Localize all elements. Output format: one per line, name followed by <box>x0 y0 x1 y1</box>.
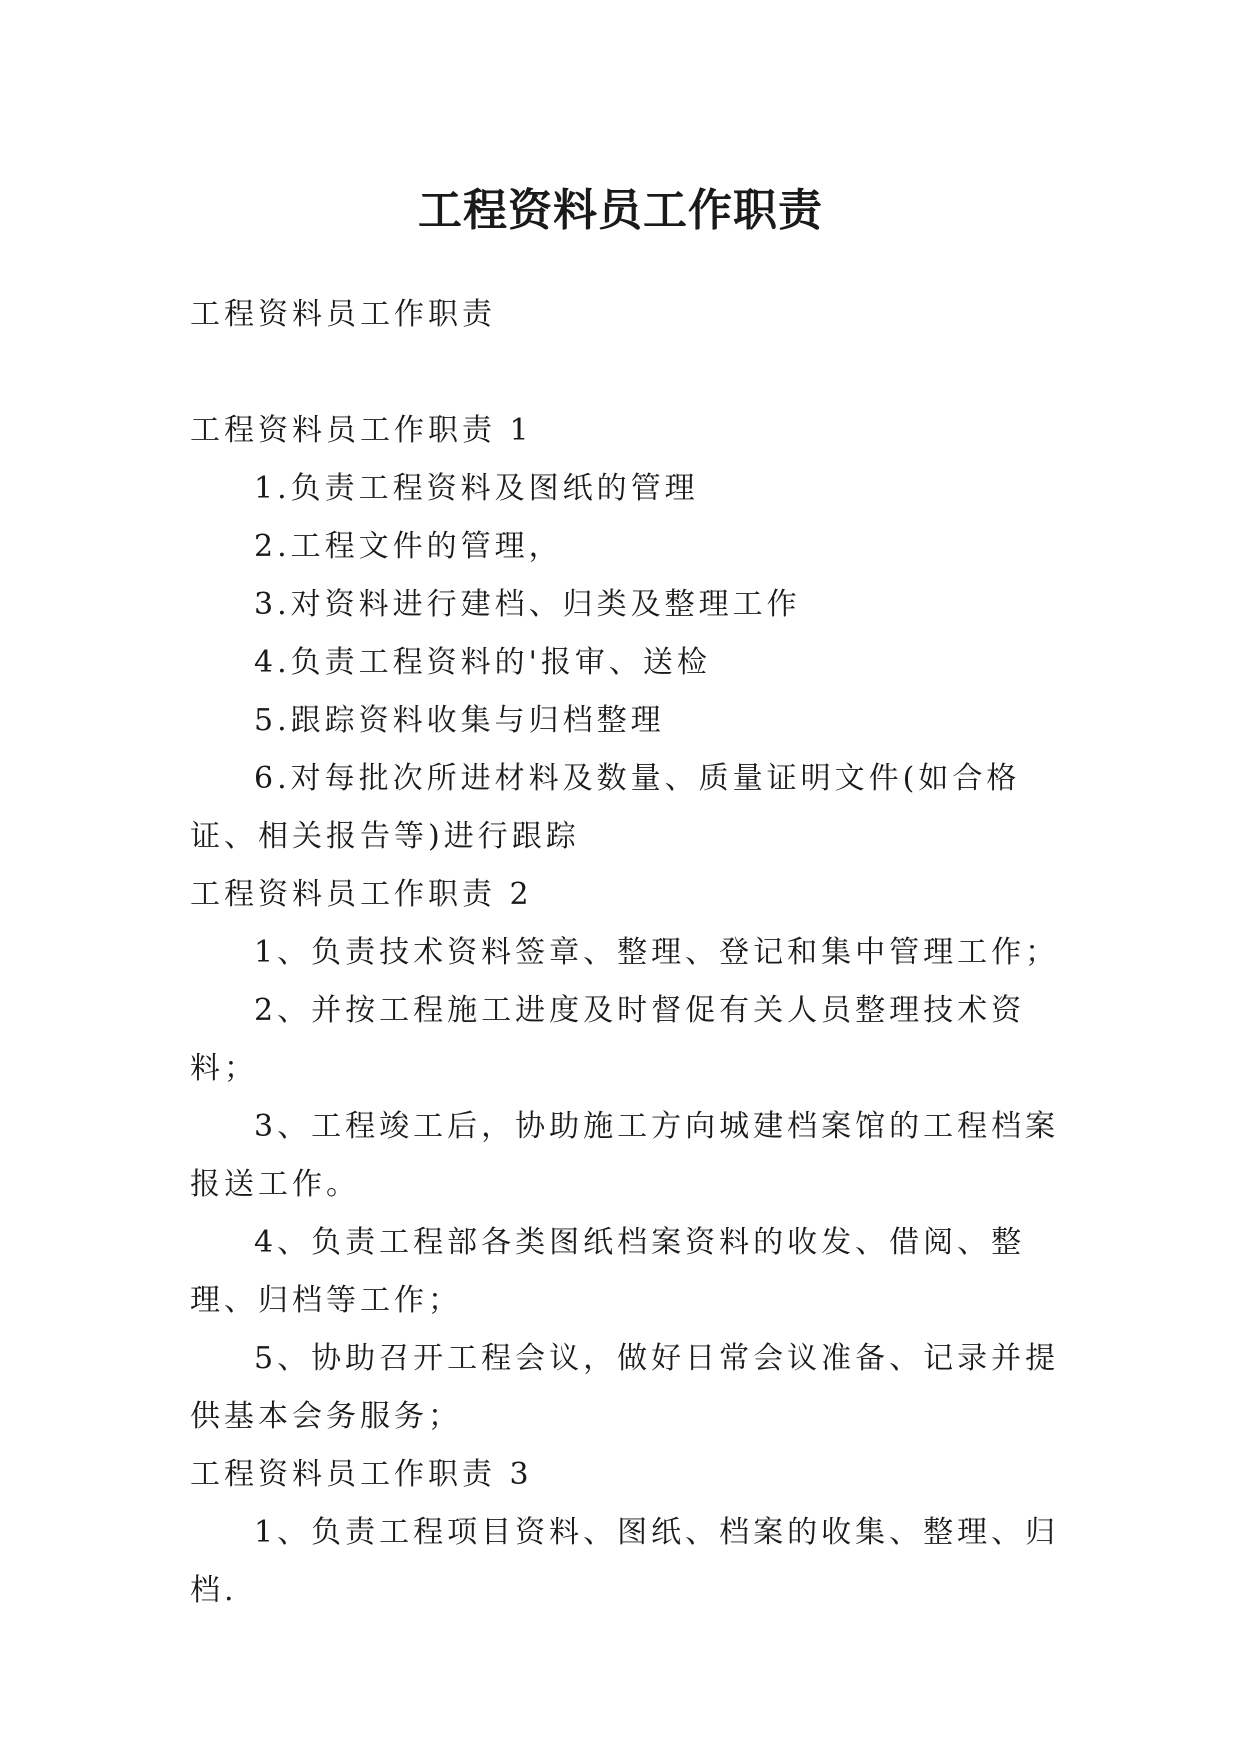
duty-item: 1.负责工程资料及图纸的管理 <box>254 471 699 506</box>
duty-item: 4、负责工程部各类图纸档案资料的收发、借阅、整理、归档等工作； <box>190 1225 1026 1318</box>
document-body <box>190 286 1060 1620</box>
duty-item: 2.工程文件的管理， <box>254 529 563 564</box>
duty-item: 5、协助召开工程会议，做好日常会议准备、记录并提供基本会务服务； <box>190 1341 1060 1434</box>
section-heading: 工程资料员工作职责 3 <box>190 1457 533 1492</box>
duty-section-1 <box>190 402 1060 866</box>
duty-section-2 <box>190 866 1060 1446</box>
duty-item: 6.对每批次所进材料及数量、质量证明文件(如合格证、相关报告等)进行跟踪 <box>190 761 1021 854</box>
section-heading: 工程资料员工作职责 2 <box>190 877 533 912</box>
duty-item: 5.跟踪资料收集与归档整理 <box>254 703 665 738</box>
duty-item: 3、工程竣工后，协助施工方向城建档案馆的工程档案报送工作。 <box>190 1109 1060 1202</box>
duty-section-3 <box>190 1446 1060 1620</box>
document-title: 工程资料员工作职责 <box>418 185 823 237</box>
section-heading: 工程资料员工作职责 1 <box>190 413 533 448</box>
duty-item: 4.负责工程资料的'报审、送检 <box>254 645 711 680</box>
duty-item: 1、负责工程项目资料、图纸、档案的收集、整理、归档. <box>190 1515 1060 1608</box>
duty-item: 3.对资料进行建档、归类及整理工作 <box>254 587 801 622</box>
document-subtitle: 工程资料员工作职责 <box>190 297 496 332</box>
duty-item: 2、并按工程施工进度及时督促有关人员整理技术资料； <box>190 993 1026 1086</box>
duty-item: 1、负责技术资料签章、整理、登记和集中管理工作； <box>254 935 1060 970</box>
